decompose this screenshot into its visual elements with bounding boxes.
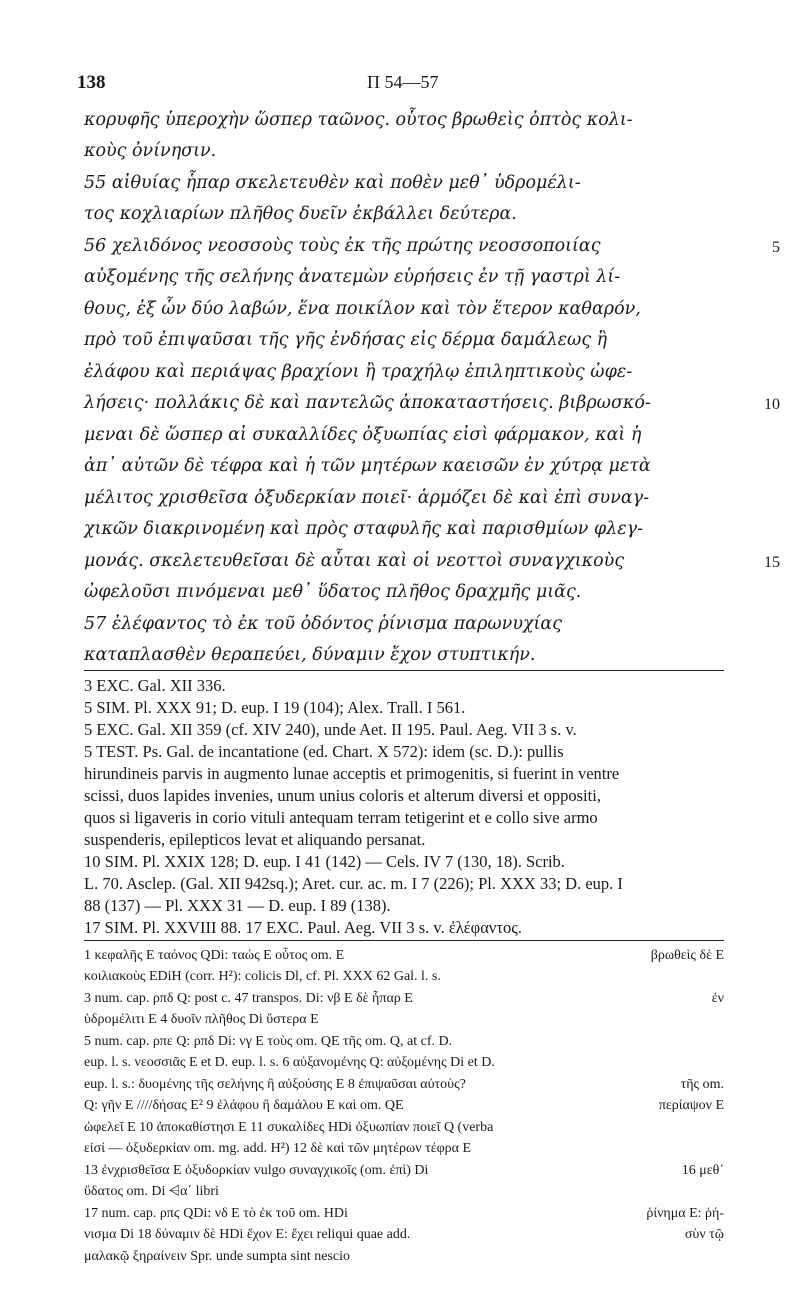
apparatus-divider bbox=[84, 940, 724, 941]
apparatus-text: κοιλιακοὺς EDiH (corr. H²): colicis Dl, cf. Pl. XXX 62 Gal. l. s. bbox=[84, 969, 441, 984]
text-line: αὐξομένης τῆς σελήνης ἀνατεμὼν εὑρήσεις ἐν τῇ γαστρὶ λί- bbox=[84, 267, 621, 287]
text-line: πρὸ τοῦ ἐπιψαῦσαι τῆς γῆς ἐνδήσας εἰς δέρμα δαμάλεως ἢ bbox=[84, 330, 608, 350]
text-line: θους, ἐξ ὧν δύο λαβών, ἕνα ποικίλον καὶ τὸν ἕτερον καθαρόν, bbox=[84, 299, 641, 319]
text-line: ἐλάφου καὶ περιάψας βραχίονι ἢ τραχήλῳ ἐπιληπτικοὺς ὠφε- bbox=[84, 362, 633, 382]
apparatus-text-right: ἐν bbox=[711, 991, 724, 1006]
text-line: 57 ἐλέφαντος τὸ ἐκ τοῦ ὀδόντος ῥίνισμα παρωνυχίας bbox=[84, 614, 563, 634]
apparatus-line: 10 SIM. Pl. XXIX 128; D. eup. I 41 (142) — Cels. IV 7 (130, 18). Scrib. bbox=[84, 852, 565, 871]
text-line: 55 αἰθυίας ἧπαρ σκελετευθὲν καὶ ποθὲν μεθ᾽ ὑδρομέλι- bbox=[84, 173, 581, 193]
apparatus-text-right: σὺν τῷ bbox=[684, 1227, 724, 1242]
text-line: καταπλασθὲν θεραπεύει, δύναμιν ἔχον στυπτικήν. bbox=[84, 645, 536, 665]
apparatus-line: 3 EXC. Gal. XII 336. bbox=[84, 676, 226, 695]
text-line: κοὺς ὀνίνησιν. bbox=[84, 141, 217, 161]
apparatus-line: 17 SIM. Pl. XXVIII 88. 17 EXC. Paul. Aeg. VII 3 s. v. ἐλέφαντος. bbox=[84, 918, 522, 937]
apparatus-text: 5 num. cap. ρπε Q: ρπδ Di: νγ E τοὺς om. QE τῆς om. Q, at cf. D. bbox=[84, 1034, 453, 1049]
text-line: χικῶν διακρινομένη καὶ πρὸς σταφυλῆς καὶ παρισθμίων φλεγ- bbox=[84, 519, 644, 539]
apparatus-text: Q: γῆν E ////δήσας E² 9 ἐλάφου ἢ δαμάλου E καὶ om. QE bbox=[84, 1098, 404, 1113]
apparatus-text: εἰσί — ὀξυδερκίαν om. mg. add. H²) 12 δὲ καὶ τῶν μητέρων τέφρα E bbox=[84, 1141, 472, 1156]
line-number: 15 bbox=[764, 554, 780, 571]
apparatus-text: μαλακῷ ξηραίνειν Spr. unde sumpta sint nescio bbox=[84, 1249, 351, 1264]
apparatus-text-right: 16 μεθ᾽ bbox=[681, 1163, 724, 1178]
apparatus-line: 5 TEST. Ps. Gal. de incantatione (ed. Chart. X 572): idem (sc. D.): pullis bbox=[84, 742, 564, 761]
page-number: 138 bbox=[77, 72, 106, 93]
apparatus-line: L. 70. Asclep. (Gal. XII 942sq.); Aret. cur. ac. m. I 7 (226); Pl. XXX 33; D. eup. I bbox=[84, 874, 623, 893]
apparatus-text: ὕδατος om. Di ⩤α΄ libri bbox=[84, 1184, 219, 1199]
text-line: κορυφῆς ὑπεροχὴν ὥσπερ ταῶνος. οὗτος βρωθεὶς ὀπτὸς κολι- bbox=[84, 110, 633, 130]
apparatus-text: 17 num. cap. ρπϛ QDi: νδ E τὸ ἐκ τοῦ om. HDi bbox=[84, 1206, 348, 1221]
text-line: μεναι δὲ ὥσπερ αἱ συκαλλίδες ὀξυωπίας εἰσὶ φάρμακον, καὶ ἡ bbox=[84, 425, 642, 445]
running-title: Π 54—57 bbox=[367, 72, 439, 92]
apparatus-text: ὑδρομέλιτι E 4 δυοῖν πλῆθος Di ὕστερα E bbox=[84, 1012, 319, 1027]
apparatus-text: eup. l. s.: δυομένης τῆς σελήνης ἢ αὐξούσης E 8 ἐπιψαῦσαι αὐτοὺς? bbox=[84, 1077, 466, 1092]
apparatus-text-right: βρωθεὶς δὲ E bbox=[650, 948, 724, 963]
apparatus-text-right: τῆς om. bbox=[680, 1077, 724, 1092]
apparatus-text: eup. l. s. νεοσσιᾶς E et D. eup. l. s. 6 αὐξανομένης Q: αὐξομένης Di et D. bbox=[84, 1055, 495, 1070]
apparatus-line: quos si ligaveris in corio vituli antequam terram tetigerint et e collo sive armo bbox=[84, 808, 598, 827]
apparatus-line: 88 (137) — Pl. XXX 31 — D. eup. I 89 (138). bbox=[84, 896, 391, 915]
apparatus-text: νισμα Di 18 δύναμιν δὲ HDi ἔχον E: ἔχει reliqui quae add. bbox=[84, 1227, 411, 1242]
text-line: ἀπ᾽ αὐτῶν δὲ τέφρα καὶ ἡ τῶν μητέρων καεισῶν ἐν χύτρᾳ μετὰ bbox=[84, 456, 651, 476]
apparatus-text: 13 ἐνχρισθεῖσα E ὀξυδορκίαν vulgo συναγχικοῖς (om. ἐπὶ) Di bbox=[84, 1163, 429, 1178]
line-number: 10 bbox=[764, 396, 780, 413]
apparatus-text: 1 κεφαλῆς E ταόνος QDi: ταώς E οὗτος om. E bbox=[84, 948, 345, 963]
apparatus-text-right: ῥίνημα E: ῥή- bbox=[646, 1206, 724, 1221]
text-line: μέλιτος χρισθεῖσα ὀξυδερκίαν ποιεῖ· ἁρμόζει δὲ καὶ ἐπὶ συναγ- bbox=[84, 488, 650, 508]
text-line: ὠφελοῦσι πινόμεναι μεθ᾽ ὕδατος πλῆθος δραχμῆς μιᾶς. bbox=[84, 582, 582, 602]
text-line: μονάς. σκελετευθεῖσαι δὲ αὗται καὶ οἱ νεοττοὶ συναγχικοὺς bbox=[84, 551, 625, 571]
text-line: τος κοχλιαρίων πλῆθος δυεῖν ἐκβάλλει δεύτερα. bbox=[84, 204, 517, 224]
apparatus-line: hirundineis parvis in augmento lunae acceptis et primogenitis, si fuerint in ventre bbox=[84, 764, 620, 783]
text-line: λήσεις· πολλάκις δὲ καὶ παντελῶς ἀποκαταστήσεις. βιβρωσκό- bbox=[84, 393, 651, 413]
text-divider bbox=[84, 670, 724, 671]
apparatus-line: 5 SIM. Pl. XXX 91; D. eup. I 19 (104); Alex. Trall. I 561. bbox=[84, 698, 466, 717]
apparatus-text: ὠφελεῖ E 10 ἀποκαθίστησι E 11 συκαλίδες HDi ὀξυωπίαν ποιεῖ Q (verba bbox=[84, 1120, 494, 1135]
apparatus-text: 3 num. cap. ρπδ Q: post c. 47 transpos. Di: νβ E δὲ ἧπαρ E bbox=[84, 991, 413, 1006]
apparatus-line: suspenderis, epilepticos levat et aliquando persanat. bbox=[84, 830, 426, 849]
text-line: 56 χελιδόνος νεοσσοὺς τοὺς ἐκ τῆς πρώτης νεοσσοποιίας bbox=[84, 236, 601, 256]
apparatus-text-right: περίαψον E bbox=[658, 1098, 724, 1113]
line-number: 5 bbox=[772, 239, 780, 256]
apparatus-line: scissi, duos lapides invenies, unum unius coloris et alterum diversi et oppositi, bbox=[84, 786, 601, 805]
apparatus-line: 5 EXC. Gal. XII 359 (cf. XIV 240), unde Aet. II 195. Paul. Aeg. VII 3 s. v. bbox=[84, 720, 577, 739]
